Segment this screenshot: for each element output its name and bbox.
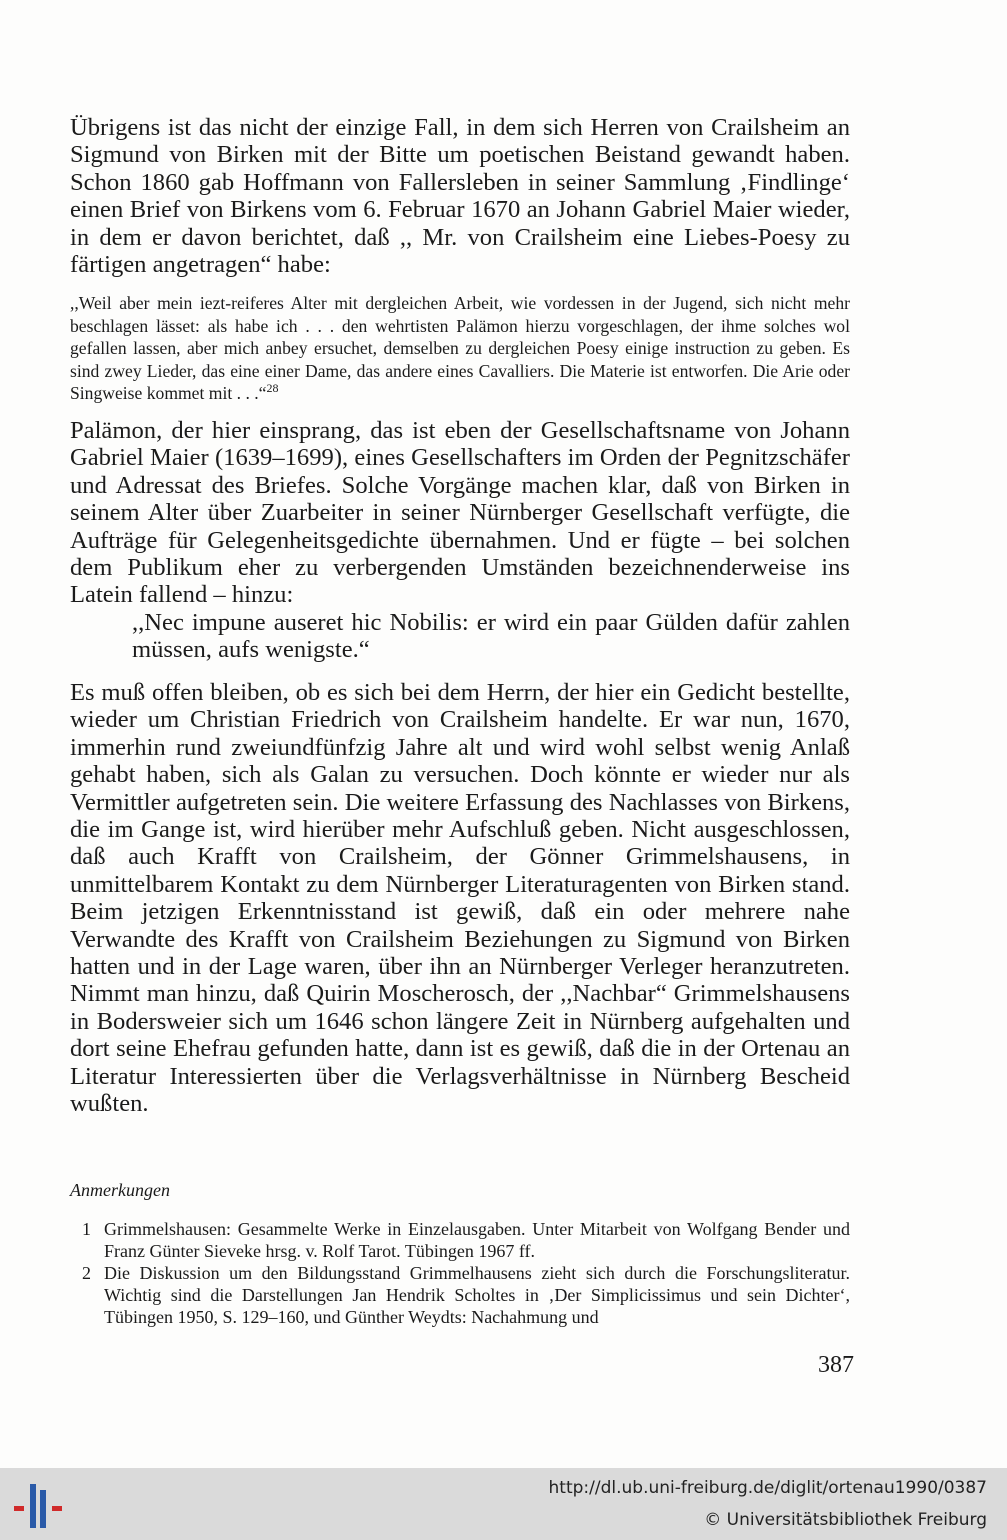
note-text: Die Diskussion um den Bildungsstand Grimmelhausens zieht sich durch die Forschungsliteratur. Wichtig sind die Darstellungen Jan Hendrik Scholtes in ‚Der Simplicissimus und sein Dichter‘, Tübingen 1950, S. 129–160, und Günther Weydts: Nachahmung und (104, 1263, 850, 1327)
note-number: 1 (82, 1219, 91, 1239)
block-quote (70, 292, 850, 405)
copyright-notice: © Universitätsbibliothek Freiburg (704, 1510, 987, 1530)
block-quote-text: ,,Weil aber mein iezt-reiferes Alter mit dergleichen Arbeit, wie vordessen in der Jugend, sich nicht mehr beschlagen lässet: als habe ich . . . den wehrtisten Palämon hierzu vorgeschlagen, der ihme solches wol gefallen lassen, aber mich anbey ersuchet, demselben zu dergleichen Poesy einige instruction zu geben. Es sind zwey Lieder, das eine einer Dame, das andere eines Cavalliers. Die Materie ist entworfen. Die Arie oder Singweise kommet mit . . .“ (70, 293, 850, 404)
source-url[interactable]: http://dl.ub.uni-freiburg.de/diglit/ortenau1990/0387 (548, 1478, 987, 1498)
note-number: 2 (82, 1263, 91, 1283)
note-1 (70, 1218, 850, 1262)
paragraph-1: Übrigens ist das nicht der einzige Fall, in dem sich Herren von Crailsheim an Sigmund von Birken mit der Bitte um poetischen Beistand gewandt haben. Schon 1860 gab Hoffmann von Fallersleben in seiner Sammlung ‚Findlinge‘ einen Brief von Birkens vom 6. Februar 1670 an Johann Gabriel Maier wieder, in dem er davon berichtet, daß ,, Mr. von Crailsheim eine Liebes-Poesy zu färtigen angetragen“ habe: (70, 114, 850, 279)
footnote-ref-28: 28 (266, 381, 279, 396)
notes-heading: Anmerkungen (70, 1180, 170, 1200)
note-2 (70, 1262, 850, 1328)
paragraph-3: Es muß offen bleiben, ob es sich bei dem Herrn, der hier ein Gedicht bestellte, wieder um Christian Friedrich von Crailsheim handelte. Er war nun, 1670, immerhin rund zweiundfünfzig Jahre alt und wird wohl selbst wenig Anlaß gehabt haben, sich als Galan zu versuchen. Doch könnte er wieder nur als Vermittler aufgetreten sein. Die weitere Erfassung des Nachlasses von Birkens, die im Gange ist, wird hierüber mehr Aufschluß geben. Nicht ausgeschlossen, daß auch Krafft von Crailsheim, der Gönner Grimmelshausens, in unmittelbarem Kontakt zu dem Nürnberger Literaturagenten von Birken stand. Beim jetzigen Erkenntnisstand ist gewiß, daß ein oder mehrere nahe Verwandte des Krafft von Crailsheim Beziehungen zu Sigmund von Birken hatten und in der Lage waren, über ihn an Nürnberger Verleger heranzutreten. Nimmt man hinzu, daß Quirin Moscherosch, der ,,Nachbar“ Grimmelshausens in Bodersweier sich um 1646 schon längere Zeit in Nürnberg aufgehalten und dort seine Ehefrau gefunden hatte, dann ist es gewiß, daß die in der Ortenau an Literatur Interessierten über die Verlagsverhältnisse in Nürnberg Bescheid wußten. (70, 679, 850, 1118)
page-number: 387 (818, 1352, 854, 1378)
note-text: Grimmelshausen: Gesammelte Werke in Einzelausgaben. Unter Mitarbeit von Wolfgang Bender und Franz Günter Sieveke hrsg. v. Rolf Tarot. Tübingen 1967 ff. (104, 1219, 850, 1261)
inline-quote: ,,Nec impune auseret hic Nobilis: er wird ein paar Gülden dafür zahlen müssen, aufs wenigste.“ (132, 609, 850, 664)
paragraph-2: Palämon, der hier einsprang, das ist eben der Gesellschaftsname von Johann Gabriel Maier (1639–1699), eines Gesellschafters im Orden der Pegnitzschäfer und Adressat des Briefes. Solche Vorgänge machen klar, daß von Birken in seinem Alter über Zuarbeiter in seiner Nürnberger Gesellschaft verfügte, die Aufträge für Gelegenheitsgedichte übernahmen. Und er fügte – bei solchen dem Publikum eher zu verbergenden Umständen bezeichnenderweise ins Latein fallend – hinzu: (70, 417, 850, 609)
footer-bar (0, 1468, 1007, 1540)
ub-freiburg-logo-icon (10, 1480, 66, 1532)
